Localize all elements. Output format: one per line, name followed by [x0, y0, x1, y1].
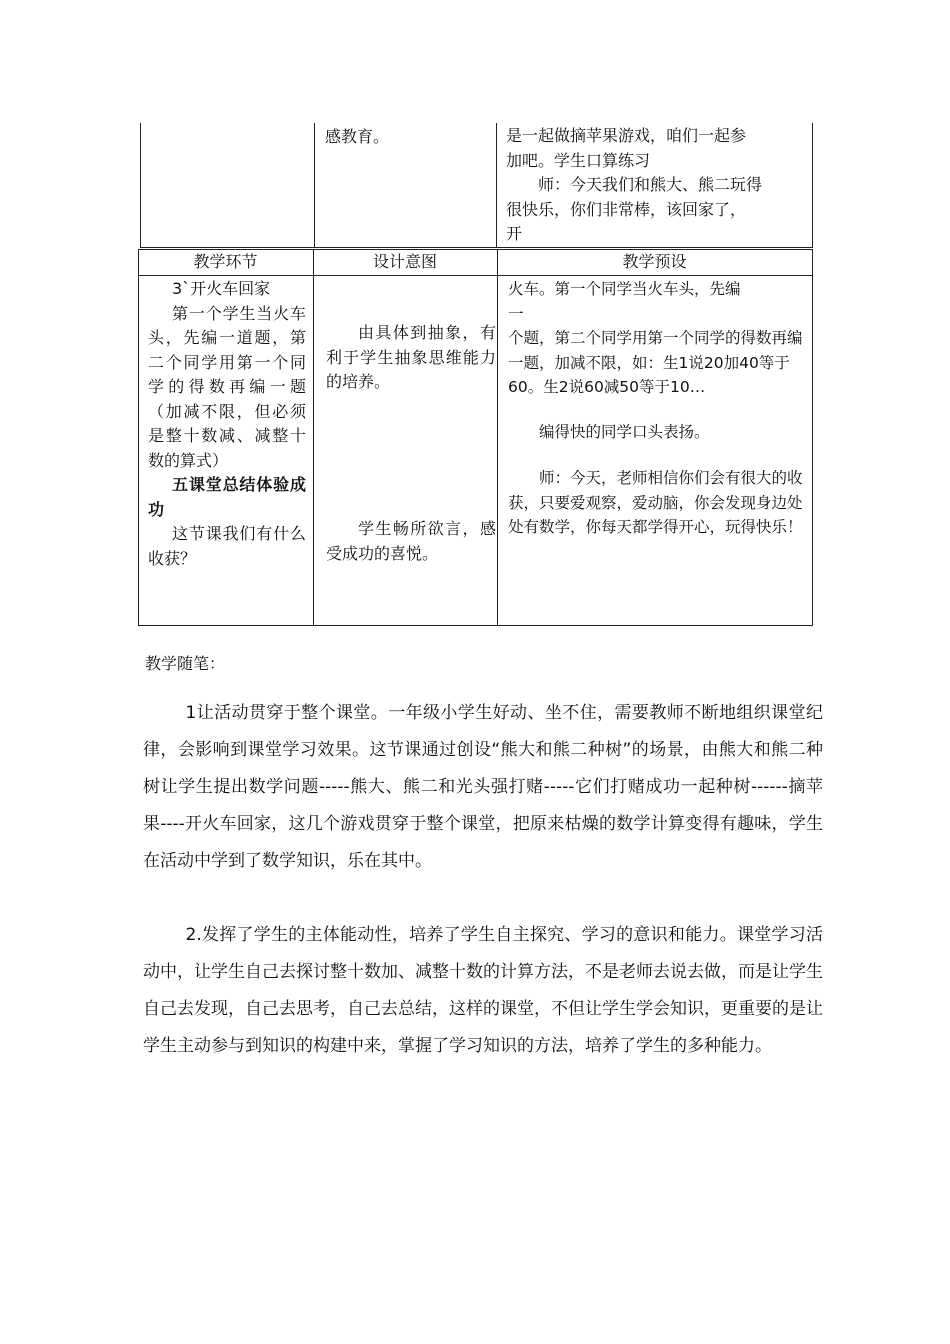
header-teaching-stage: 教学环节 — [193, 252, 258, 271]
closing-remark: 师：今天，老师相信你们会有很大的收获，只要爱观察，爱动脑，你会发现身边处处有数学，你每天都学得开心，玩得快乐！ — [508, 469, 803, 536]
table-border — [138, 249, 139, 626]
step-title: 五课堂总结体验成功 — [148, 475, 306, 519]
table-border — [314, 123, 315, 248]
text-line: 开 — [506, 224, 523, 243]
text-line: 很快乐，你们非常棒，该回家了， — [506, 199, 747, 219]
text-line: 是一起做摘苹果游戏，咱们一起参 — [506, 126, 747, 145]
design-intent-2: 学生畅所欲言，感受成功的喜悦。 — [326, 519, 496, 563]
table-border — [812, 123, 813, 248]
table-border — [140, 123, 141, 248]
cell-teaching-plan — [506, 124, 806, 247]
header-design-intent: 设计意图 — [372, 252, 437, 271]
table-border — [138, 275, 813, 276]
step-title: 3`开火车回家 — [172, 279, 271, 298]
cell-teaching-plan — [508, 277, 808, 540]
table-border — [138, 625, 813, 626]
notes-paragraph: 2.发挥了学生的主体能动性，培养了学生自主探究、学习的意识和能力。课堂学习活动中，让学生自己去探讨整十数加、减整十数的计算方法，不是老师去说去做，而是让学生自己去发现，自己去思考，自己去总结，这样的课堂，不但让学生学会知识，更重要的是让学生主动参与到知识的构建中来，掌握了学习知识的方法，培养了学生的多种能力。 — [143, 925, 823, 1056]
text-line: 加吧。学生口算练习 — [506, 150, 651, 170]
text-line: 火车。第一个同学当火车头，先编 — [508, 280, 741, 298]
step-description: 这节课我们有什么收获？ — [148, 524, 306, 568]
notes-title: 教学随笔： — [145, 654, 226, 673]
table-border — [140, 247, 813, 248]
design-intent-1: 由具体到抽象，有利于学生抽象思维能力的培养。 — [326, 323, 496, 391]
table-border — [497, 249, 498, 626]
text-line: 一 — [508, 304, 524, 323]
praise-note: 编得快的同学口头表扬。 — [539, 422, 710, 441]
table-border — [496, 123, 497, 248]
notes-paragraph: 1让活动贯穿于整个课堂。一年级小学生好动、坐不住，需要教师不断地组织课堂纪律，会影响到课堂学习效果。这节课通过创设“熊大和熊二种树”的场景，由熊大和熊二种树让学生提出数学问题-----熊大、熊二和光头强打赌-----它们打赌成功一起种树------摘苹果----开火车回家，这几个游戏贯穿于整个课堂，把原来枯燥的数学计算变得有趣味，学生在活动中学到了数学知识，乐在其中。 — [143, 703, 823, 871]
continuation-table — [140, 123, 813, 248]
header-teaching-plan: 教学预设 — [622, 252, 687, 271]
step-description: 第一个学生当火车头，先编一道题，第二个同学用第一个同学的得数再编一题（加减不限，但必须是整十数减、减整十数的算式） — [148, 303, 306, 470]
cell-teaching-stage — [148, 277, 306, 571]
text-line: 师：今天我们和熊大、熊二玩得 — [538, 175, 763, 194]
table-border — [313, 249, 314, 626]
cell-design-intent: 感教育。 — [325, 127, 390, 146]
table-border — [812, 249, 813, 626]
lesson-table — [138, 249, 813, 625]
text-paragraph: 个题，第二个同学用第一个同学的得数再编一题，加减不限，如：生1说20加40等于60。生2说60减50等于10… — [508, 329, 803, 396]
